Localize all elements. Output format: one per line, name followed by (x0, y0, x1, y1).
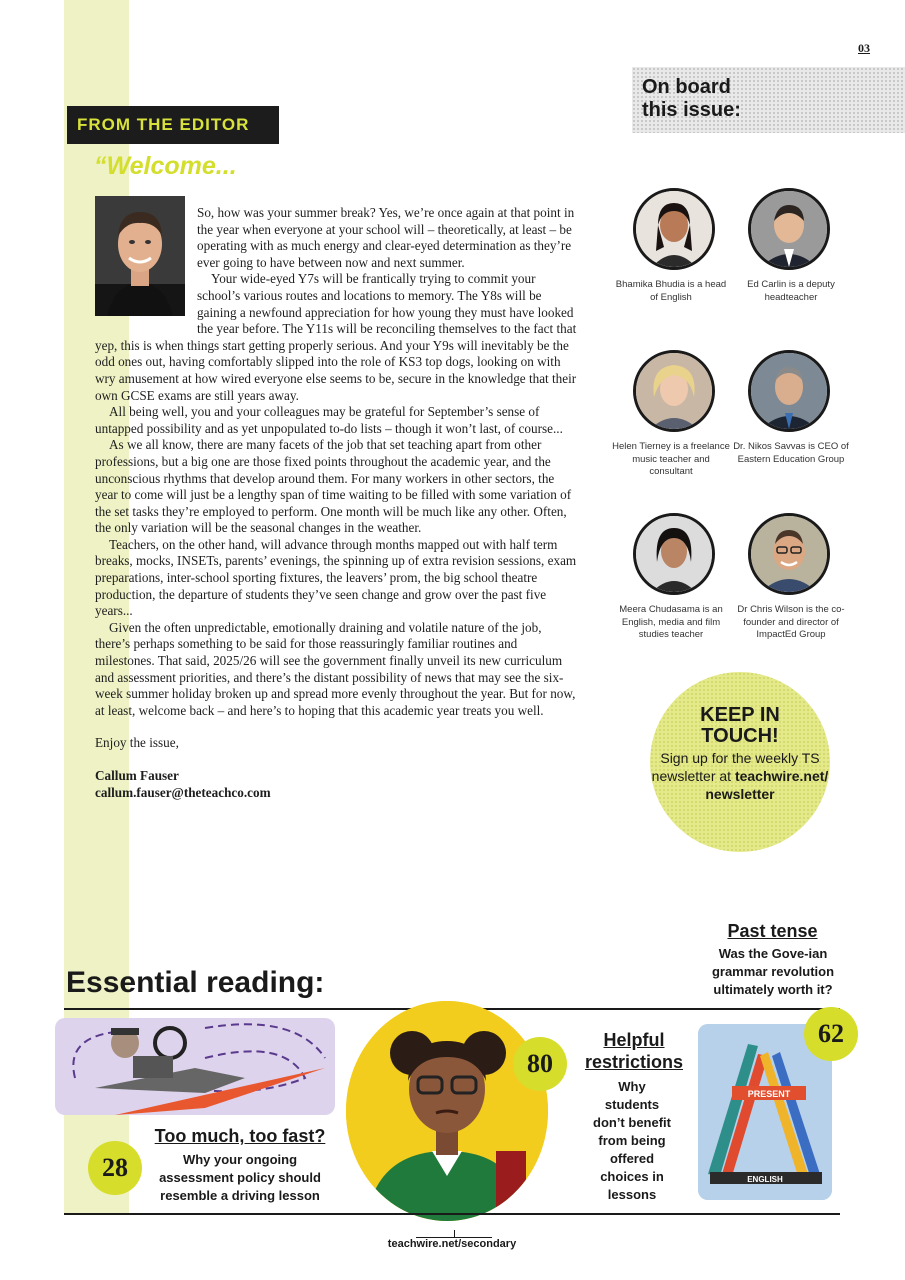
page-badge[interactable]: 28 (88, 1141, 142, 1195)
editor-letter (95, 205, 577, 801)
feature-title-link[interactable]: Past tense (727, 921, 818, 941)
newsletter-signup-text: Sign up for the weekly TS newsletter at (651, 750, 820, 784)
contributor-caption: Helen Tierney is a freelance music teacher and consultant (612, 441, 730, 477)
essential-reading-title: Essential reading: (66, 966, 325, 999)
contributor-caption: Ed Carlin is a deputy headteacher (747, 279, 835, 303)
feature-title-link[interactable]: Helpful restrictions (584, 1030, 684, 1072)
editor-tag (67, 106, 279, 144)
welcome-heading: “Welcome... (94, 152, 237, 180)
driving-illustration (55, 1018, 335, 1115)
student-illustration (346, 1001, 548, 1221)
letter-paragraph: Given the often unpredictable, emotionally draining and volatile nature of the job, there’s perhaps something to be said for those reassuringly familiar routines and milestones. That said, 2025/26 will see the government finally unveil its new curriculum and assessment priorities, and there’s the distant possibility of news that may see the six-week summer holiday broken up and spread more evenly throughout the year. But for now, at least, welcome back – and here’s to hoping that this academic year treats you well. (95, 619, 576, 718)
editor-name: Callum Fauser (95, 768, 179, 783)
contributor-avatar (748, 188, 830, 270)
contributor-avatar (748, 350, 830, 432)
newsletter-link[interactable]: teachwire.net/ newsletter (705, 768, 829, 802)
contributor-caption: Dr Chris Wilson is the co-founder and director of ImpactEd Group (737, 604, 845, 640)
letter-paragraph: Your wide-eyed Y7s will be frantically trying to commit your school’s various routes and locations to memory. The Y8s will be gaining a newfound appreciation for how young they must have looked the year before. The Y11s will be reconciling themselves to the fact that yep, this is when things start getting properly serious. And your Y9s will inevitably be the odd ones out, having comfortably slipped into the role of KS3 top dogs, looking on with wry amusement at how wired everyone else seems to be, secure in the knowledge that their own GCSE exams are still years away. (95, 271, 577, 403)
feature-summary: Was the Gove-ian grammar revolution ultimately worth it? (711, 946, 835, 997)
page-badge[interactable]: 80 (513, 1037, 567, 1091)
keep-in-touch-text (650, 749, 830, 803)
editor-email[interactable]: callum.fauser@theteachco.com (95, 784, 271, 800)
feature-summary: Why students don’t benefit from being offered choices in lessons (593, 1079, 671, 1202)
feature-summary: Why your ongoing assessment policy should resemble a driving lesson (159, 1152, 321, 1203)
page-number: 03 (858, 41, 870, 55)
contributor-avatar (633, 513, 715, 595)
keep-in-touch-title: KEEP IN TOUCH! (700, 704, 780, 747)
onboard-box (632, 67, 905, 133)
letter-paragraph: As we all know, there are many facets of the job that set teaching apart from other professions, but a big one are those fixed points throughout the academic year, and the unconscious rhythms that develop around them. For many workers in other sectors, the year to come will just be a lengthy span of time waiting to be filled with some variation of the set tasks they’re employed to perform. One month will be much like any other. Often, the only variation will be the seasonal changes in the weather. (95, 437, 572, 536)
contributor-caption: Meera Chudasama is an English, media and film studies teacher (619, 604, 723, 640)
editor-tag-label: FROM THE EDITOR (77, 115, 250, 134)
keep-in-touch-badge[interactable] (650, 672, 830, 852)
letter-paragraph: All being well, you and your colleagues may be grateful for September’s sense of untapped possibility and as yet unpopulated to-do lists – though it won’t last, of course... (95, 404, 563, 436)
letter-paragraph: Teachers, on the other hand, will advance through months mapped out with half term breaks, mocks, INSETs, parents’ evenings, the spinning up of extra revision sessions, exam preparations, inter-school sporting fixtures, the leavers’ prom, the big school theatre production, the departure of students they’ve seen change and grow over the past five years... (95, 536, 577, 619)
contributor-caption: Bhamika Bhudia is a head of English (615, 279, 727, 303)
letter-signoff: Enjoy the issue, (95, 735, 179, 751)
onboard-title: On board this issue: (642, 76, 741, 121)
letter-paragraph: So, how was your summer break? Yes, we’re once again at that point in the year when everyone at your school will – theoretically, at least – be operating with as much energy and clear-eyed determination as they’re ever going to have between now and next summer. (197, 205, 575, 270)
footer-url[interactable]: teachwire.net/secondary (387, 1238, 517, 1250)
contributor-avatar (748, 513, 830, 595)
book-label: ENGLISH (747, 1175, 783, 1184)
bottom-rule (64, 1213, 840, 1215)
book-label: PRESENT (747, 1089, 791, 1099)
contributor-caption: Dr. Nikos Savvas is CEO of Eastern Education Group (733, 441, 849, 465)
contributor-avatar (633, 188, 715, 270)
feature-title-link[interactable]: Too much, too fast? (154, 1126, 326, 1146)
contributor-avatar (633, 350, 715, 432)
page-badge[interactable]: 62 (804, 1007, 858, 1061)
